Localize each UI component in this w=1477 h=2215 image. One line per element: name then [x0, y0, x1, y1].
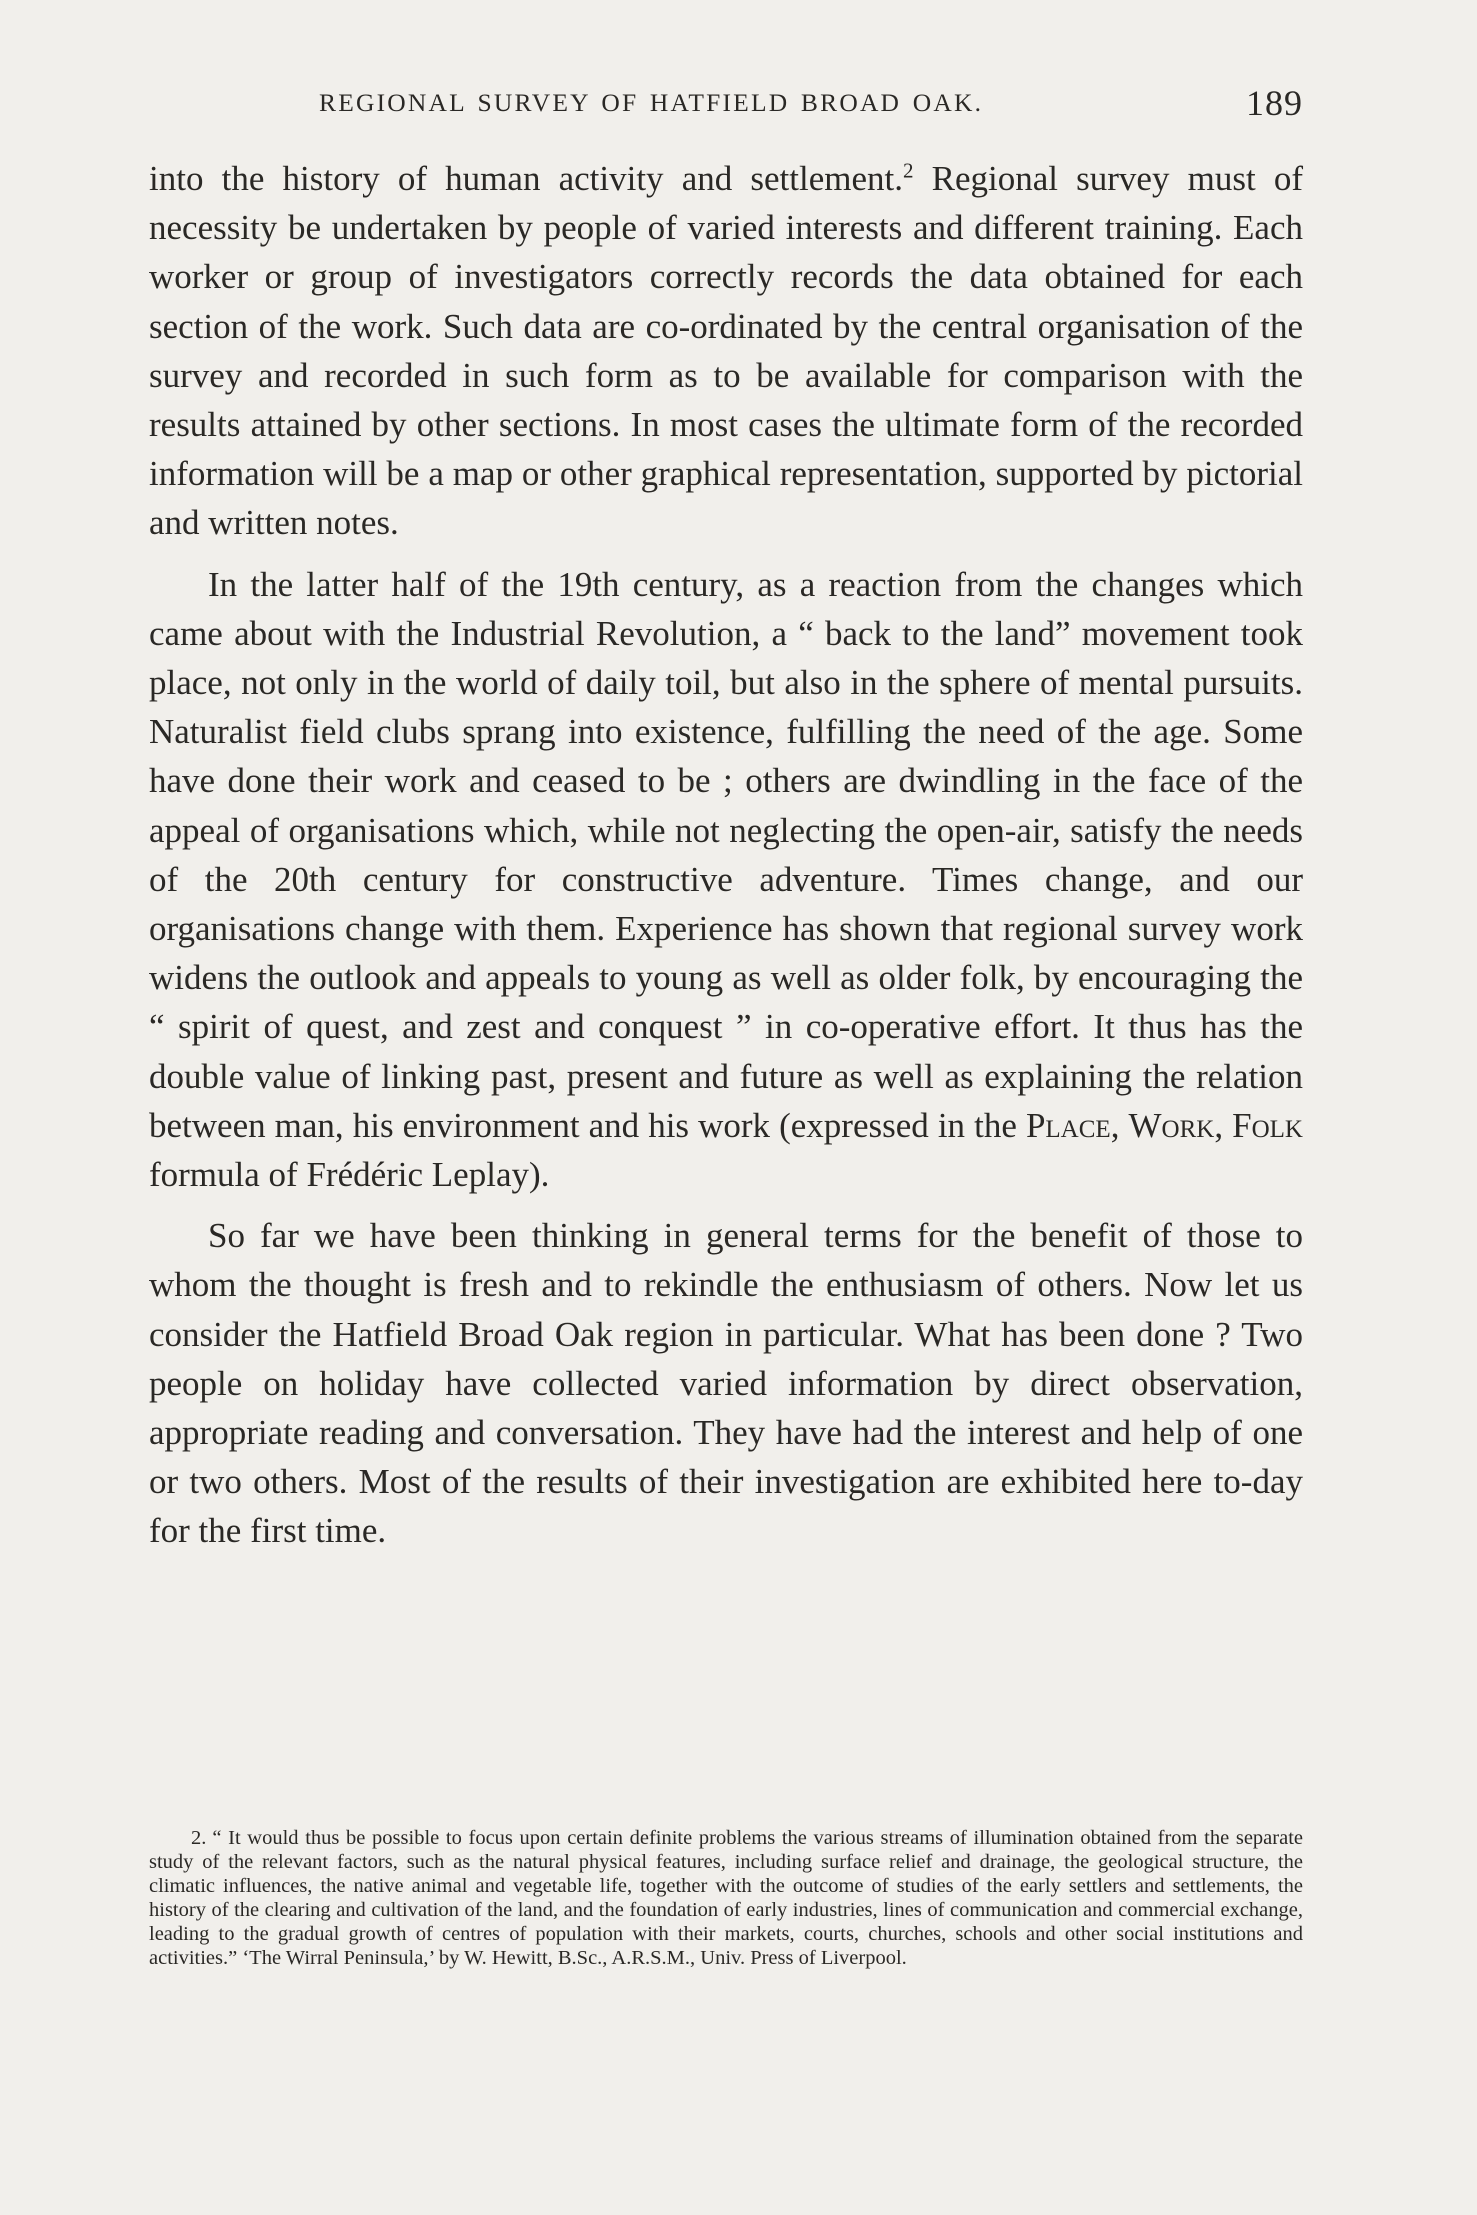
separator: ,: [1110, 1105, 1129, 1145]
separator: ,: [1214, 1105, 1233, 1145]
footnote: [149, 1826, 1303, 1970]
footnote-reference: 2: [903, 158, 914, 183]
paragraph-1: [149, 154, 1303, 548]
footnote-number: 2.: [191, 1827, 207, 1849]
work-term: Work: [1128, 1105, 1215, 1145]
page-header: [149, 80, 1303, 132]
place-term: Place: [1025, 1105, 1111, 1145]
folk-term: Folk: [1232, 1105, 1303, 1145]
footnote-text: “ It would thus be possible to focus upon certain definite problems the various streams of illumination obtained from the separate study of the relevant factors, such as the natural physical features, including surface relief and drainage, the geological structure, the climatic influences, the native animal and vegetable life, together with the outcome of studies of the early settlers and settlements, the history of the clearing and cultivation of the land, and the foundation of early industries, lines of communication and commercial exchange, leading to the gradual growth of centres of population with their markets, courts, churches, schools and other social institutions and activities.” ‘The Wirral Peninsula,’ by W. Hewitt, B.Sc., A.R.S.M., Univ. Press of Liverpool.: [149, 1827, 1303, 1969]
paragraph-2: [149, 560, 1303, 1200]
running-head: REGIONAL SURVEY OF HATFIELD BROAD OAK.: [319, 88, 984, 117]
paragraph-2-text-a: In the latter half of the 19th century, as a reaction from the changes which came about with the Industrial Revolution, a “ back to the land” movement took place, not only in the world of daily toil, but also in the sphere of mental pursuits. Naturalist field clubs sprang into existence, fulfilling the need of the age. Some have done their work and ceased to be ; others are dwindling in the face of the appeal of organisations which, while not neglecting the open-air, satisfy the needs of the 20th century for constructive adventure. Times change, and our organisations change with them. Experience has shown that regional survey work widens the outlook and appeals to young as well as older folk, by encouraging the “ spirit of quest, and zest and conquest ” in co-operative effort. It thus has the double value of linking past, present and future as well as explaining the relation between man, his environment and his work (expressed in the: [149, 564, 1303, 1145]
paragraph-2-text-b: formula of Frédéric Leplay).: [149, 1155, 550, 1195]
paragraph-1-text-b: Regional survey must of necessity be undertaken by people of varied interests and different training. Each worker or group of investigators correctly records the data obtained for each section of the work. Such data are co-ordinated by the central organisation of the survey and recorded in such form as to be available for comparison with the results attained by other sections. In most cases the ultimate form of the recorded information will be a map or other graphical representation, supported by pictorial and written notes.: [149, 159, 1303, 543]
body-text: [149, 154, 1303, 1568]
paragraph-3: So far we have been thinking in general terms for the benefit of those to whom the thought is fresh and to rekindle the enthusiasm of others. Now let us consider the Hatfield Broad Oak region in particular. What has been done ? Two people on holiday have collected varied information by direct observation, appropriate reading and conversation. They have had the interest and help of one or two others. Most of the results of their investigation are exhibited here to-day for the first time.: [149, 1216, 1303, 1551]
paragraph-1-text-a: into the history of human activity and settlement.: [149, 159, 903, 198]
page-number: 189: [1246, 83, 1303, 123]
